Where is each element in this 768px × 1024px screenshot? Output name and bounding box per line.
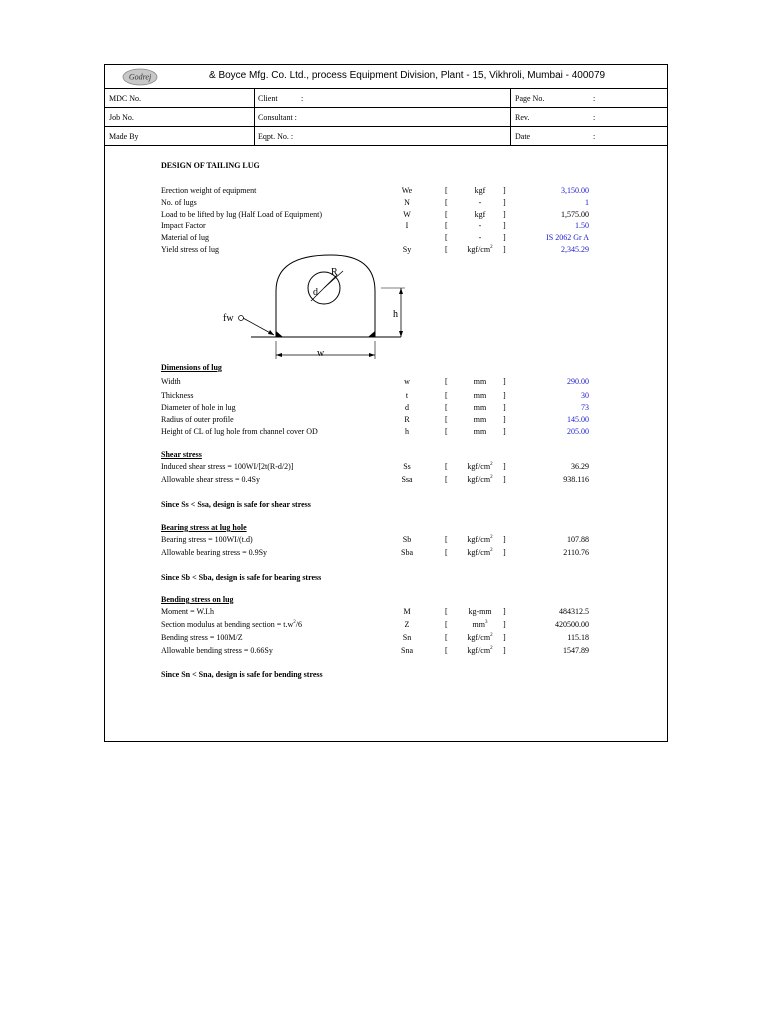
page-colon: : (593, 94, 596, 103)
dimension-row-4-close-bracket: ] (503, 427, 506, 436)
bearing-row-1-symbol: Sba (401, 548, 413, 557)
bearing-row-0-close-bracket: ] (503, 535, 506, 544)
dimension-row-2-symbol: d (405, 403, 409, 412)
modulus-row-value: 420500.00 (555, 620, 589, 629)
input-row-3-open-bracket: [ (445, 221, 448, 230)
dimension-row-4-label: Height of CL of lug hole from channel cover OD (161, 427, 318, 436)
dimension-row-1-value: 30 (581, 391, 589, 400)
input-row-5-unit: kgf/$cm^2$ (467, 245, 493, 254)
bending-stress-row-value: 115.18 (567, 633, 589, 642)
dimension-row-0-unit: mm (473, 377, 487, 386)
modulus-row-label: Section modulus at bending section = $t.w^2/6$ (161, 620, 303, 629)
dimension-row-0-symbol: w (404, 377, 410, 386)
input-row-3-unit: - (478, 221, 482, 230)
moment-row-value: 484312.5 (559, 607, 589, 616)
allowable-bending-row-symbol: Sna (401, 646, 413, 655)
input-row-1-label: No. of lugs (161, 198, 197, 207)
shear-heading: Shear stress (161, 450, 202, 459)
consultant-label: Consultant : (258, 113, 297, 122)
bearing-row-1-open-bracket: [ (445, 548, 448, 557)
company-name: & Boyce Mfg. Co. Ltd., process Equipment Division, Plant - 15, Vikhroli, Mumbai - 400079 (209, 70, 606, 81)
label-h: h (393, 309, 398, 320)
dimension-row-3-close-bracket: ] (503, 415, 506, 424)
moment-row-close-bracket: ] (503, 607, 506, 616)
dimension-row-1-unit: mm (473, 391, 487, 400)
modulus-row-unit: $mm^3$ (472, 620, 488, 629)
shear-row-0-label: Induced shear stress = 100WI/[2t(R-d/2)] (161, 462, 294, 471)
input-row-5-symbol: Sy (402, 245, 412, 254)
fw-circle-icon (239, 316, 244, 321)
client-colon: : (301, 94, 304, 103)
dimension-row-2-label: Diameter of hole in lug (161, 403, 236, 412)
bearing-row-1-close-bracket: ] (503, 548, 506, 557)
input-row-4-label: Material of lug (161, 233, 209, 242)
input-row-0-symbol: We (401, 186, 413, 195)
dimension-row-2-value: 73 (581, 403, 589, 412)
bearing-row-0-value: 107.88 (567, 535, 589, 544)
bearing-heading: Bearing stress at lug hole (161, 523, 247, 532)
bearing-row-0-symbol: Sb (402, 535, 412, 544)
dimension-row-4-open-bracket: [ (445, 427, 448, 436)
dimension-row-0-open-bracket: [ (445, 377, 448, 386)
input-row-2-open-bracket: [ (445, 210, 448, 219)
modulus-row-open-bracket: [ (445, 620, 448, 629)
bearing-row-0-label: Bearing stress = 100WI/(t.d) (161, 535, 253, 544)
rev-colon: : (593, 113, 596, 122)
bearing-row-1-unit: kgf/$cm^2$ (467, 548, 493, 557)
input-row-1-unit: - (478, 198, 482, 207)
dimension-row-3-open-bracket: [ (445, 415, 448, 424)
dimension-row-3-value: 145.00 (567, 415, 589, 424)
bearing-row-0-open-bracket: [ (445, 535, 448, 544)
input-row-1-close-bracket: ] (503, 198, 506, 207)
made-by-label: Made By (109, 132, 139, 141)
dimension-row-1-label: Thickness (161, 391, 194, 400)
svg-text:Godrej: Godrej (128, 72, 152, 82)
bending-stress-row-open-bracket: [ (445, 633, 448, 642)
label-w: w (317, 348, 325, 359)
dimension-row-3-symbol: R (404, 415, 410, 424)
page-title: DESIGN OF TAILING LUG (161, 161, 260, 170)
dimension-row-3-unit: mm (473, 415, 487, 424)
moment-row-unit: kg-mm (468, 607, 492, 616)
input-row-0-close-bracket: ] (503, 186, 506, 195)
bearing-row-1-value: 2110.76 (563, 548, 589, 557)
dimension-row-0-label: Width (161, 377, 181, 386)
bending-heading: Bending stress on lug (161, 595, 234, 604)
dimension-row-4-value: 205.00 (567, 427, 589, 436)
dimension-row-1-symbol: t (405, 391, 409, 400)
moment-row-symbol: M (403, 607, 411, 616)
shear-row-1-close-bracket: ] (503, 475, 506, 484)
input-row-4-value: IS 2062 Gr A (546, 233, 589, 242)
input-row-2-value: 1,575.00 (561, 210, 589, 219)
bending-conclusion: Since Sn < Sna, design is safe for bending stress (161, 670, 323, 679)
shear-row-1-unit: kgf/$cm^2$ (467, 475, 493, 484)
dimension-row-4-symbol: h (405, 427, 409, 436)
dimension-row-1-close-bracket: ] (503, 391, 506, 400)
allowable-bending-row-value: 1547.89 (563, 646, 589, 655)
shear-row-1-value: 938.116 (563, 475, 589, 484)
allowable-bending-row-close-bracket: ] (503, 646, 506, 655)
input-row-3-symbol: I (405, 221, 409, 230)
input-row-3-close-bracket: ] (503, 221, 506, 230)
input-row-1-open-bracket: [ (445, 198, 448, 207)
bearing-conclusion: Since Sb < Sba, design is safe for bearing stress (161, 573, 322, 582)
shear-row-1-label: Allowable shear stress = 0.4Sy (161, 475, 260, 484)
shear-conclusion: Since Ss < Ssa, design is safe for shear stress (161, 500, 311, 509)
input-row-5-label: Yield stress of lug (161, 245, 219, 254)
dimension-row-2-unit: mm (473, 403, 487, 412)
dimension-row-4-unit: mm (473, 427, 487, 436)
mdc-no-label: MDC No. (109, 94, 142, 103)
input-row-4-close-bracket: ] (503, 233, 506, 242)
input-row-5-close-bracket: ] (503, 245, 506, 254)
bending-stress-row-close-bracket: ] (503, 633, 506, 642)
input-row-2-unit: kgf (474, 210, 486, 219)
input-row-4-unit: - (478, 233, 482, 242)
dimension-row-0-close-bracket: ] (503, 377, 506, 386)
dimension-row-0-value: 290.00 (567, 377, 589, 386)
dimensions-heading: Dimensions of lug (161, 363, 222, 372)
allowable-bending-row-open-bracket: [ (445, 646, 448, 655)
bending-stress-row-unit: kgf/$cm^2$ (467, 633, 493, 642)
input-row-1-value: 1 (585, 198, 589, 207)
dimension-row-3-label: Radius of outer profile (161, 415, 234, 424)
rev-label: Rev. (515, 113, 530, 122)
allowable-bending-row-label: Allowable bending stress = 0.66Sy (161, 646, 273, 655)
bearing-row-1-label: Allowable bearing stress = 0.9Sy (161, 548, 268, 557)
modulus-row-symbol: Z (404, 620, 410, 629)
bending-stress-row-symbol: Sn (402, 633, 412, 642)
input-row-2-symbol: W (403, 210, 411, 219)
moment-row-open-bracket: [ (445, 607, 448, 616)
shear-row-0-symbol: Ss (403, 462, 411, 471)
moment-row-label: Moment = W.I.h (161, 607, 214, 616)
shear-row-1-open-bracket: [ (445, 475, 448, 484)
input-row-2-close-bracket: ] (503, 210, 506, 219)
allowable-bending-row-unit: kgf/$cm^2$ (467, 646, 493, 655)
label-d: d (313, 287, 318, 298)
shear-row-0-open-bracket: [ (445, 462, 448, 471)
input-row-0-open-bracket: [ (445, 186, 448, 195)
client-label: Client (258, 94, 278, 103)
dimension-row-1-open-bracket: [ (445, 391, 448, 400)
job-no-label: Job No. (109, 113, 134, 122)
input-row-0-value: 3,150.00 (561, 186, 589, 195)
date-colon: : (593, 132, 596, 141)
input-row-1-symbol: N (404, 198, 410, 207)
input-row-2-label: Load to be lifted by lug (Half Load of Equipment) (161, 210, 323, 219)
input-row-0-label: Erection weight of equipment (161, 186, 257, 195)
modulus-row-close-bracket: ] (503, 620, 506, 629)
eqpt-no-label: Eqpt. No. : (258, 132, 294, 141)
date-label: Date (515, 132, 531, 141)
input-row-5-value: 2,345.29 (561, 245, 589, 254)
input-row-3-label: Impact Factor (161, 221, 206, 230)
input-row-4-open-bracket: [ (445, 233, 448, 242)
input-row-3-value: 1.50 (575, 221, 589, 230)
bearing-row-0-unit: kgf/$cm^2$ (467, 535, 493, 544)
dimension-row-2-close-bracket: ] (503, 403, 506, 412)
label-fw: fw (223, 313, 234, 324)
page-no-label: Page No. (515, 94, 545, 103)
shear-row-1-symbol: Ssa (401, 475, 413, 484)
shear-row-0-value: 36.29 (571, 462, 589, 471)
bending-stress-row-label: Bending stress = 100M/Z (161, 633, 243, 642)
dimension-row-2-open-bracket: [ (445, 403, 448, 412)
shear-row-0-unit: kgf/$cm^2$ (467, 462, 493, 471)
label-r: R (331, 267, 338, 278)
calculation-sheet (104, 64, 668, 742)
shear-row-0-close-bracket: ] (503, 462, 506, 471)
input-row-5-open-bracket: [ (445, 245, 448, 254)
input-row-0-unit: kgf (474, 186, 486, 195)
